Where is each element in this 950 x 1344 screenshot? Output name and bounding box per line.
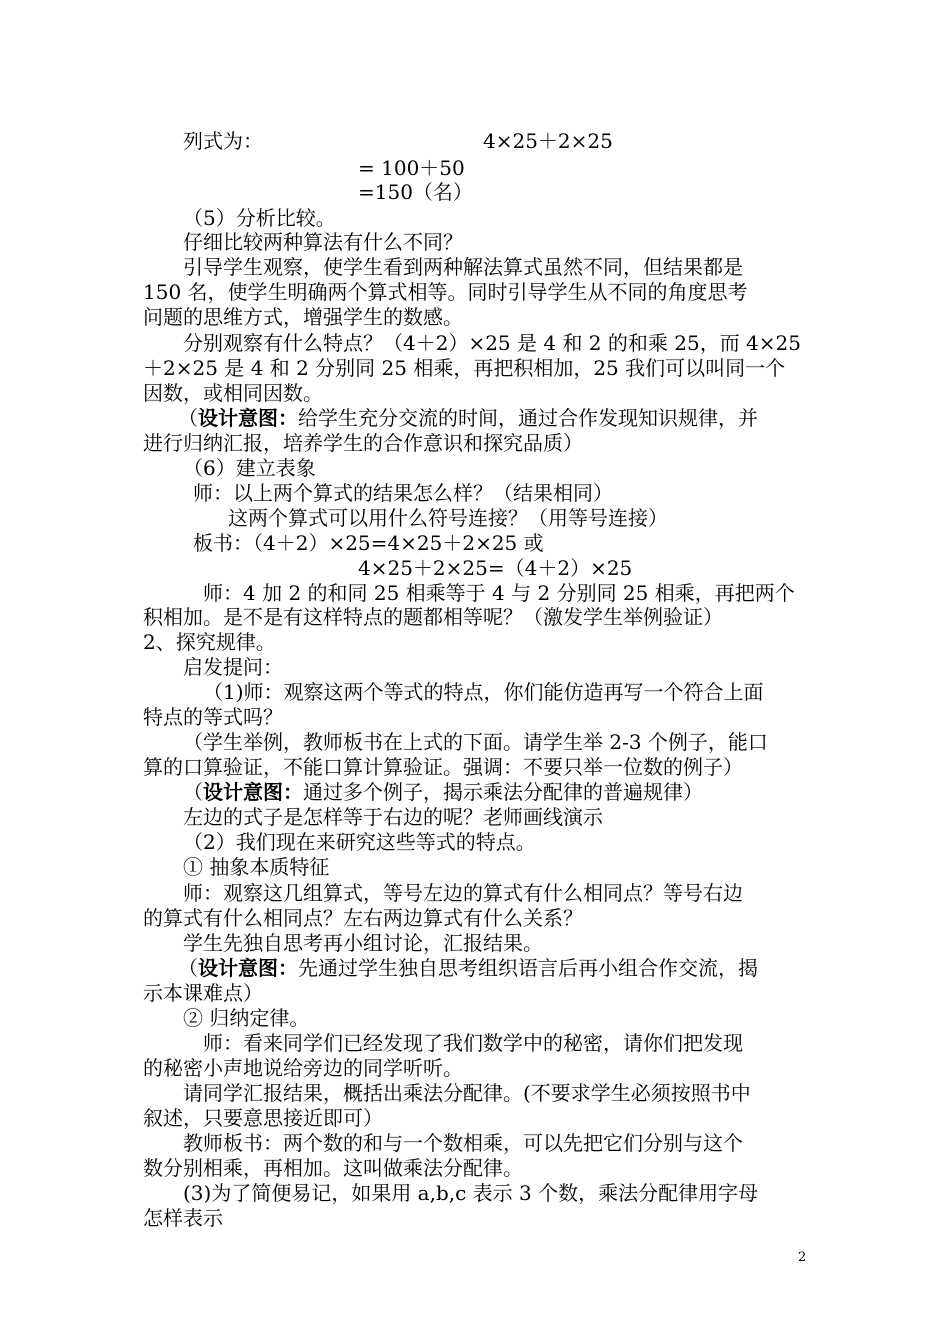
line-text: 引导学生观察，使学生看到两种解法算式虽然不同，但结果都是 xyxy=(183,255,743,279)
text-line xyxy=(143,1105,383,1131)
text-line xyxy=(193,530,544,556)
line-text: 因数，或相同因数。 xyxy=(143,381,323,405)
text-line xyxy=(203,1030,743,1056)
line-text: 启发提问： xyxy=(183,655,283,679)
line-text: 师：观察这几组算式，等号左边的算式有什么相同点？等号右边 xyxy=(183,881,743,905)
line-text: 150 名，使学生明确两个算式相等。同时引导学生从不同的角度思考 xyxy=(143,280,748,304)
text-line xyxy=(203,580,795,606)
text-line xyxy=(183,779,703,805)
text-line xyxy=(143,355,785,381)
text-line xyxy=(183,804,603,830)
text-line xyxy=(183,455,316,481)
line-text: 这两个算式可以用什么符号连接？（用等号连接） xyxy=(228,506,668,530)
text-line xyxy=(183,880,743,906)
line-text: 4×25＋2×25 xyxy=(483,129,613,153)
text-line xyxy=(183,1080,751,1106)
bold-label: 设计意图： xyxy=(203,780,303,804)
text-line xyxy=(178,405,758,431)
text-line xyxy=(183,729,768,755)
text-line xyxy=(178,955,758,981)
line-text: 分别观察有什么特点？（4＋2）×25 是 4 和 2 的和乘 25，而 4×25 xyxy=(183,331,801,355)
text-line xyxy=(228,505,668,531)
line-text-continued: 先通过学生独自思考组织语言后再小组合作交流，揭 xyxy=(298,956,758,980)
line-text: 师：以上两个算式的结果怎么样？（结果相同） xyxy=(193,481,613,505)
bold-label: 设计意图： xyxy=(198,406,298,430)
text-line xyxy=(143,980,263,1006)
line-text: ① 抽象本质特征 xyxy=(183,855,330,879)
line-text: 叙述，只要意思接近即可） xyxy=(143,1106,383,1130)
text-line xyxy=(143,629,276,655)
text-line xyxy=(183,128,263,154)
line-text: 仔细比较两种算法有什么不同？ xyxy=(183,230,463,254)
line-text: 左边的式子是怎样等于右边的呢？老师画线演示 xyxy=(183,805,603,829)
text-line xyxy=(183,205,336,231)
line-text: 师：看来同学们已经发现了我们数学中的秘密，请你们把发现 xyxy=(203,1031,743,1055)
line-text: （6）建立表象 xyxy=(183,456,316,480)
line-text: （5）分析比较。 xyxy=(183,206,336,230)
line-text: 怎样表示 xyxy=(143,1206,223,1230)
line-text: =150（名） xyxy=(358,180,473,204)
line-text: （ xyxy=(178,406,198,430)
line-text: 特点的等式吗？ xyxy=(143,705,283,729)
text-line xyxy=(143,905,583,931)
line-text: 板书：（4＋2）×25=4×25＋2×25 或 xyxy=(193,531,544,555)
text-line xyxy=(203,679,764,705)
text-line xyxy=(143,604,723,630)
line-text: 示本课难点） xyxy=(143,981,263,1005)
line-text: （ xyxy=(183,780,203,804)
line-text: （学生举例，教师板书在上式的下面。请学生举 2-3 个例子，能口 xyxy=(183,730,768,754)
line-text: (3)为了简便易记，如果用 a,b,c 表示 3 个数，乘法分配律用字母 xyxy=(183,1181,759,1205)
text-line xyxy=(183,1005,309,1031)
line-text: 进行归纳汇报，培养学生的合作意识和探究品质） xyxy=(143,431,583,455)
line-text: 的算式有什么相同点？左右两边算式有什么关系？ xyxy=(143,906,583,930)
line-text: 数分别相乘，再相加。这叫做乘法分配律。 xyxy=(143,1156,523,1180)
text-line xyxy=(193,480,613,506)
line-text: = 100＋50 xyxy=(358,156,465,180)
line-text: 学生先独自思考再小组讨论，汇报结果。 xyxy=(183,931,543,955)
text-line xyxy=(358,155,465,181)
text-line xyxy=(358,555,632,581)
line-text: （1)师：观察这两个等式的特点，你们能仿造再写一个符合上面 xyxy=(203,680,764,704)
text-line xyxy=(483,128,613,154)
text-line xyxy=(143,430,583,456)
bold-label: 设计意图： xyxy=(198,956,298,980)
line-text: （ xyxy=(178,956,198,980)
line-text: 2、探究规律。 xyxy=(143,630,276,654)
line-text: 师：4 加 2 的和同 25 相乘等于 4 与 2 分别同 25 相乘，再把两个 xyxy=(203,581,795,605)
text-line xyxy=(183,254,743,280)
text-line xyxy=(143,1055,463,1081)
line-text: 问题的思维方式，增强学生的数感。 xyxy=(143,305,463,329)
text-line xyxy=(183,1180,758,1206)
line-text: 算的口算验证，不能口算计算验证。强调：不要只举一位数的例子） xyxy=(143,755,743,779)
text-line xyxy=(143,380,323,406)
text-line xyxy=(183,930,543,956)
page-number: 2 xyxy=(798,1250,807,1265)
text-line xyxy=(143,754,743,780)
line-text-continued: 通过多个例子，揭示乘法分配律的普遍规律） xyxy=(303,780,703,804)
line-text: 4×25＋2×25=（4＋2）×25 xyxy=(358,556,633,580)
line-text: （2）我们现在来研究这些等式的特点。 xyxy=(183,830,536,854)
line-text-continued: 给学生充分交流的时间，通过合作发现知识规律，并 xyxy=(298,406,758,430)
text-line xyxy=(143,279,748,305)
line-text: 的秘密小声地说给旁边的同学听听。 xyxy=(143,1056,463,1080)
text-line xyxy=(143,1155,523,1181)
line-text: 教师板书：两个数的和与一个数相乘，可以先把它们分别与这个 xyxy=(183,1131,743,1155)
line-text: 请同学汇报结果，概括出乘法分配律。(不要求学生必须按照书中 xyxy=(183,1081,751,1105)
text-line xyxy=(183,654,283,680)
text-line xyxy=(183,330,801,356)
text-line xyxy=(183,229,463,255)
text-line xyxy=(358,179,473,205)
line-text: 列式为： xyxy=(183,129,263,153)
text-line xyxy=(183,854,329,880)
text-line xyxy=(143,304,463,330)
text-line xyxy=(183,829,536,855)
line-text: 积相加。是不是有这样特点的题都相等呢？（激发学生举例验证） xyxy=(143,605,723,629)
text-line xyxy=(143,704,283,730)
text-line xyxy=(143,1205,223,1231)
line-text: ＋2×25 是 4 和 2 分别同 25 相乘，再把积相加，25 我们可以叫同一个 xyxy=(143,356,786,380)
text-line xyxy=(183,1130,743,1156)
line-text: ② 归纳定律。 xyxy=(183,1006,310,1030)
